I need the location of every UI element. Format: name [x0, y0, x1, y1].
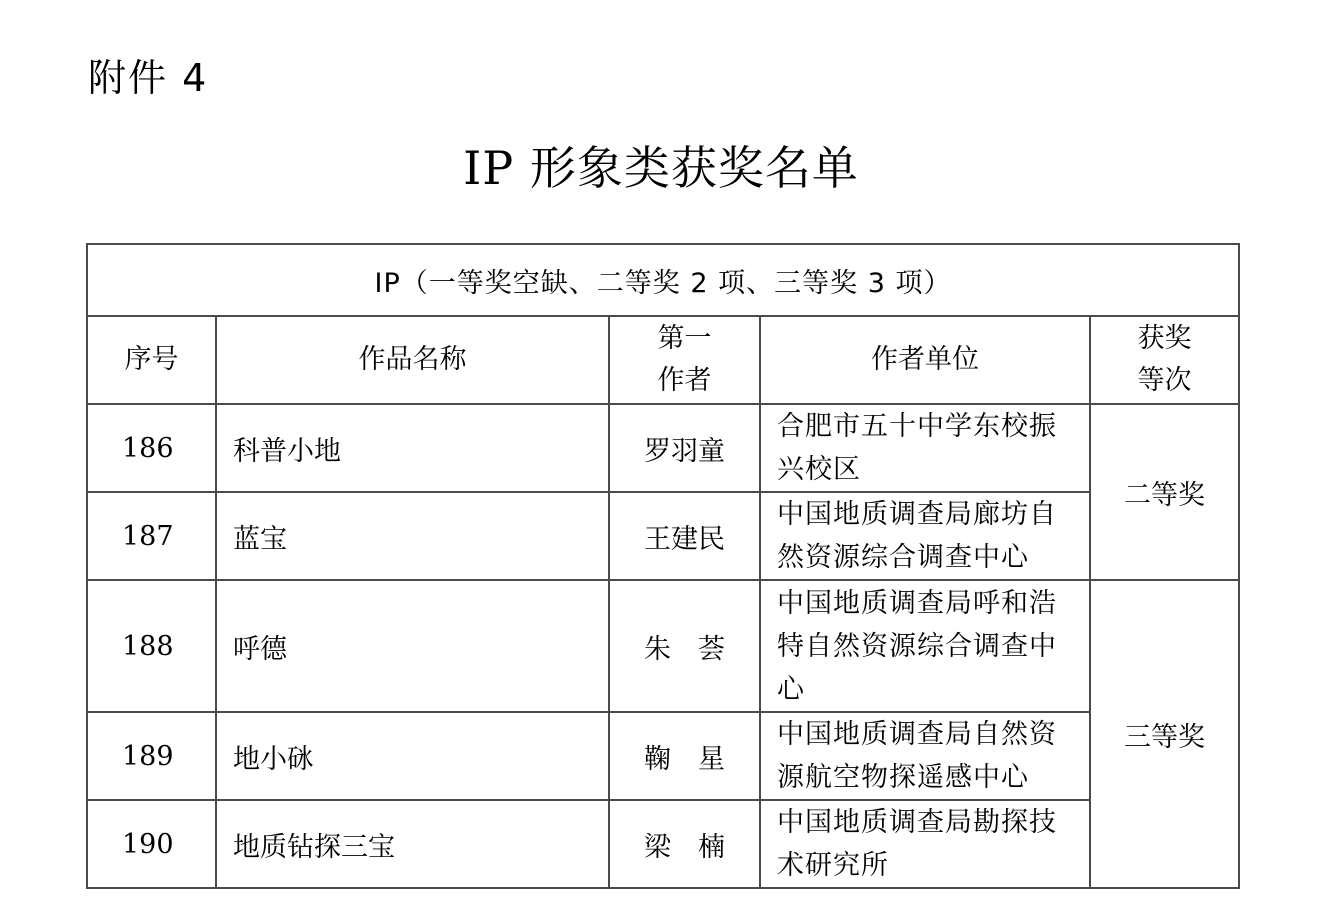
row-author: 梁 楠	[609, 800, 760, 888]
row-unit: 合肥市五十中学东校振兴校区	[760, 404, 1090, 492]
table-caption-row	[87, 244, 1239, 316]
header-award	[1090, 316, 1239, 404]
row-author: 王建民	[609, 492, 760, 580]
row-unit: 中国地质调查局自然资源航空物探遥感中心	[760, 712, 1090, 800]
header-index: 序号	[87, 316, 216, 404]
row-work-name: 蓝宝	[216, 492, 609, 580]
row-work-name: 科普小地	[216, 404, 609, 492]
table-row	[87, 712, 1239, 800]
header-first-author-line2: 作者	[657, 365, 712, 396]
row-author: 罗羽童	[609, 404, 760, 492]
row-author: 鞠 星	[609, 712, 760, 800]
row-unit: 中国地质调查局呼和浩特自然资源综合调查中心	[760, 580, 1090, 712]
table-caption: IP（一等奖空缺、二等奖 2 项、三等奖 3 项）	[87, 244, 1239, 316]
row-work-name: 地小砯	[216, 712, 609, 800]
header-work-name: 作品名称	[216, 316, 609, 404]
table-row	[87, 404, 1239, 492]
header-award-line2: 等次	[1137, 365, 1192, 396]
table-row	[87, 580, 1239, 712]
page-title: IP 形象类获奖名单	[463, 141, 859, 195]
header-unit: 作者单位	[760, 316, 1090, 404]
award-second: 二等奖	[1090, 404, 1239, 580]
row-index: 186	[87, 404, 216, 492]
row-index: 187	[87, 492, 216, 580]
table-row	[87, 800, 1239, 888]
table-row	[87, 492, 1239, 580]
award-third: 三等奖	[1090, 580, 1239, 888]
header-award-line1: 获奖	[1137, 323, 1192, 354]
row-work-name: 呼德	[216, 580, 609, 712]
row-author: 朱 荟	[609, 580, 760, 712]
row-unit: 中国地质调查局勘探技术研究所	[760, 800, 1090, 888]
attachment-label: 附件 4	[88, 56, 209, 100]
row-work-name: 地质钻探三宝	[216, 800, 609, 888]
award-table	[86, 243, 1240, 889]
row-unit: 中国地质调查局廊坊自然资源综合调查中心	[760, 492, 1090, 580]
header-first-author-line1: 第一	[657, 323, 712, 354]
header-first-author	[609, 316, 760, 404]
row-index: 190	[87, 800, 216, 888]
row-index: 189	[87, 712, 216, 800]
table-header-row	[87, 316, 1239, 404]
row-index: 188	[87, 580, 216, 712]
